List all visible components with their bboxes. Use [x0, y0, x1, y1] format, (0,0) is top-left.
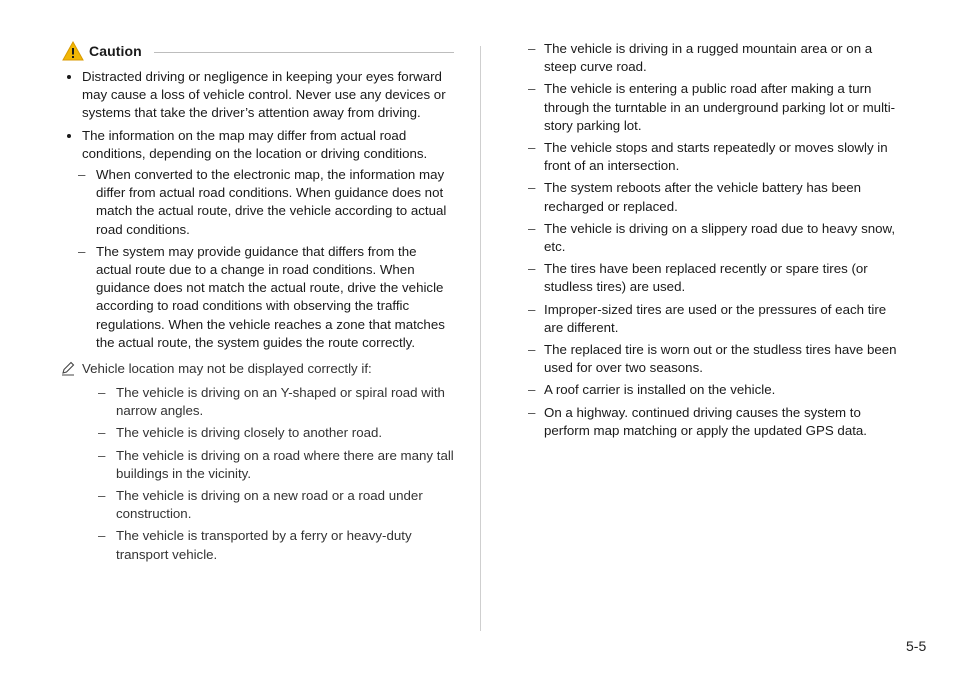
- note-item-text: The vehicle is driving on a new road or a road under construction.: [116, 488, 423, 522]
- page-number: 5-5: [906, 638, 927, 654]
- dash-mark: –: [78, 243, 86, 259]
- right-item-2: [526, 80, 906, 135]
- right-item-7: [526, 301, 906, 337]
- right-item-text: The system reboots after the vehicle battery has been recharged or replaced.: [544, 180, 862, 214]
- dash-mark: –: [528, 220, 536, 236]
- dash-mark: –: [98, 425, 106, 441]
- dash-mark: –: [78, 167, 86, 183]
- note-item-text: The vehicle is driving on a road where there are many tall buildings in the vicinity.: [116, 447, 454, 481]
- right-item-text: A roof carrier is installed on the vehicle.: [544, 382, 776, 398]
- right-column: [526, 40, 906, 444]
- note-item-text: The vehicle is driving on an Y-shaped or spiral road with narrow angles.: [116, 385, 445, 419]
- dash-mark: –: [98, 488, 106, 504]
- note-text: Vehicle location may not be displayed correctly if:: [82, 361, 372, 377]
- note-item-5: [82, 527, 454, 563]
- right-item-text: The replaced tire is worn out or the studless tires have been used for over two seasons.: [544, 342, 897, 376]
- right-item-8: [526, 341, 906, 377]
- caution-sublist: [62, 166, 454, 352]
- right-item-text: The vehicle stops and starts repeatedly or moves slowly in front of an intersection.: [544, 140, 888, 174]
- column-divider: [480, 46, 481, 631]
- caution-subitem-2: [62, 243, 454, 352]
- right-item-5: [526, 220, 906, 256]
- dash-mark: –: [98, 528, 106, 544]
- note-item-2: [82, 424, 454, 442]
- note-item-1: [82, 384, 454, 420]
- right-item-10: [526, 404, 906, 440]
- bullet-dot-icon: [67, 75, 71, 79]
- dash-mark: –: [528, 261, 536, 277]
- caution-subitem-1: [62, 166, 454, 239]
- caution-bullet-2: [62, 127, 454, 163]
- caution-rule: [154, 52, 454, 53]
- caution-header: [62, 38, 454, 64]
- note-block: [62, 360, 454, 378]
- caution-subitem-text: When converted to the electronic map, the information may differ from actual road conditions. When guidance does not match the actual route, drive the vehicle according to actual road conditions.: [96, 167, 447, 237]
- dash-mark: –: [98, 385, 106, 401]
- right-item-6: [526, 260, 906, 296]
- right-item-text: The vehicle is driving in a rugged mountain area or on a steep curve road.: [544, 41, 873, 75]
- dash-mark: –: [528, 382, 536, 398]
- caution-list: [62, 68, 454, 163]
- caution-title: Caution: [89, 43, 142, 59]
- note-item-4: [82, 487, 454, 523]
- right-item-text: The vehicle is entering a public road after making a turn through the turntable in an underground parking lot or multi-story parking lot.: [544, 81, 896, 133]
- right-item-3: [526, 139, 906, 175]
- right-item-1: [526, 40, 906, 76]
- right-item-4: [526, 179, 906, 215]
- right-item-text: The vehicle is driving on a slippery road due to heavy snow, etc.: [544, 220, 896, 255]
- note-item-text: The vehicle is transported by a ferry or heavy-duty transport vehicle.: [116, 528, 412, 562]
- warning-triangle-icon: [62, 41, 84, 61]
- right-item-text: Improper-sized tires are used or the pressures of each tire are different.: [544, 301, 887, 335]
- bullet-dot-icon: [67, 134, 71, 138]
- right-list: [526, 40, 906, 440]
- note-list: [62, 384, 454, 564]
- dash-mark: –: [528, 140, 536, 156]
- caution-bullet-1: [62, 68, 454, 123]
- note-item-text: The vehicle is driving closely to another road.: [116, 425, 383, 441]
- dash-mark: –: [98, 447, 106, 463]
- note-item-3: [82, 447, 454, 483]
- dash-mark: –: [528, 81, 536, 97]
- dash-mark: –: [528, 301, 536, 317]
- dash-mark: –: [528, 342, 536, 358]
- caution-subitem-text: The system may provide guidance that differs from the actual route due to a change in road conditions. When guidance does not match the actual route, drive the vehicle according to road conditions with observing the traffic regulations. When the vehicle reaches a zone that matches the actual route, the system guides the route correctly.: [96, 243, 445, 350]
- right-item-text: On a highway. continued driving causes the system to perform map matching or apply the updated GPS data.: [544, 404, 868, 438]
- dash-mark: –: [528, 404, 536, 420]
- right-item-text: The tires have been replaced recently or spare tires (or studless tires) are used.: [544, 261, 868, 295]
- caution-bullet-text: The information on the map may differ from actual road conditions, depending on the location or driving conditions.: [82, 127, 428, 161]
- dash-mark: –: [528, 41, 536, 56]
- note-pencil-icon: [60, 360, 76, 376]
- dash-mark: –: [528, 180, 536, 196]
- right-item-9: [526, 381, 906, 399]
- left-column: [62, 38, 454, 568]
- caution-bullet-text: Distracted driving or negligence in keeping your eyes forward may cause a loss of vehicle control. Never use any devices or systems that take the driver’s attention away from driving.: [82, 69, 446, 121]
